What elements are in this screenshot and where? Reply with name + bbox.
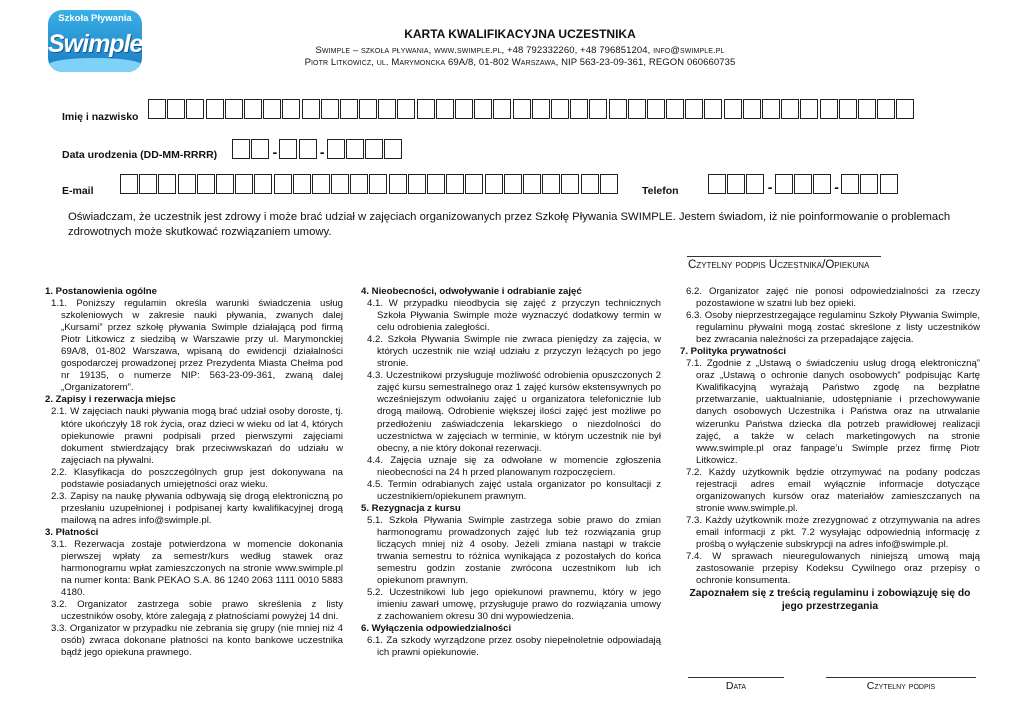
section-heading: 7. Polityka prywatności bbox=[680, 346, 787, 358]
char-box[interactable] bbox=[708, 174, 726, 194]
bottom-signature-caption: Czytelny podpis bbox=[866, 680, 936, 692]
logo-top-text: Szkoła Pływania bbox=[58, 13, 132, 24]
paragraph: 5.2. Uczestnikowi lub jego opiekunowi prawnemu, który w jego imieniu zawarł umowę, przysługuje prawo do rozwiązania umowy z zachowaniem okresu 30 dni wypowiedzenia. bbox=[367, 587, 661, 623]
header-contact-line: Swimple – szkoła pływania, www.swimple.pl, +48 792332260, +48 796851204, info@swimple.pl bbox=[315, 45, 725, 56]
char-box[interactable] bbox=[841, 174, 859, 194]
char-box[interactable] bbox=[820, 99, 838, 119]
char-box[interactable] bbox=[523, 174, 541, 194]
health-declaration: Oświadczam, że uczestnik jest zdrowy i może brać udział w zajęciach organizowanych przez Szkołę Pływania SWIMPLE. Jestem świadom, iż nie poinformowanie o problemach zdrowotnych może skutkować rozwiązaniem umowy. bbox=[68, 211, 951, 238]
char-box[interactable] bbox=[609, 99, 627, 119]
section-heading: 2. Zapisy i rezerwacja miejsc bbox=[45, 394, 176, 406]
paragraph: 7.4. W sprawach nieuregulowanych niniejszą umową mają zastosowanie przepisy Kodeksu Cywilnego oraz przepisy o ochronie konsumenta. bbox=[686, 551, 980, 587]
char-box[interactable] bbox=[647, 99, 665, 119]
char-box[interactable] bbox=[293, 174, 311, 194]
char-box[interactable] bbox=[628, 99, 646, 119]
paragraph: 4.3. Uczestnikowi przysługuje możliwość odrobienia opuszczonych 2 zajęć kursu semestralnego oraz 1 zajęć kursów ekstensywnych po wcześniejszym odwołaniu zajęć u organizatora telefonicznie lub drogą mailową. Odrobienie większej ilości zajęć jest możliwe po przedłożeniu zaświadczenia lekarskiego o niezdolności do uczestnictwa w zajęciach w terminie, w którym uczestnik nie był obecny, a nie który dokonał rezerwacji. bbox=[367, 370, 661, 454]
char-box[interactable] bbox=[455, 99, 473, 119]
char-box[interactable] bbox=[513, 99, 531, 119]
char-box[interactable] bbox=[417, 99, 435, 119]
paragraph: 7.3. Każdy użytkownik może zrezygnować z otrzymywania na adres email informacji z pkt. 7.2 wysyłając odpowiednią informację z prośbą o wyłączenie subskrypcji na adres info@swimple.pl. bbox=[686, 514, 980, 550]
char-box[interactable] bbox=[197, 174, 215, 194]
separator-dash: - bbox=[834, 179, 839, 195]
date-signature-line[interactable] bbox=[688, 677, 784, 678]
char-box[interactable] bbox=[427, 174, 445, 194]
paragraph: 6.3. Osoby nieprzestrzegające regulaminu Szkoły Pływania Swimple, regulaminu pływalni mogą zostać skreślone z listy uczestników bez zwracania należności za przepadające zajęcia. bbox=[686, 310, 980, 346]
dob-field[interactable] bbox=[232, 139, 404, 159]
section-heading: 5. Rezygnacja z kursu bbox=[361, 502, 461, 514]
paragraph: 4.4. Zajęcia uznaje się za odwołane w momencie zgłoszenia nieobecności na 24 h przed planowanym rozpoczęciem. bbox=[367, 454, 661, 478]
paragraph: 6.2. Organizator zajęć nie ponosi odpowiedzialności za rzeczy pozostawione w szatni lub bez opieki. bbox=[686, 286, 980, 310]
char-box[interactable] bbox=[896, 99, 914, 119]
dob-label: Data urodzenia (DD-MM-RRRR) bbox=[62, 149, 218, 161]
paragraph: 7.1. Zgodnie z „Ustawą o świadczeniu usług drogą elektroniczną” oraz „Ustawą o ochronie danych osobowych” podpisując Kartę Kwalifikacyjną wyrażają Państwo zgodę na bezpłatne przetwarzanie, uaktualnianie, udostępnianie i przechowywanie danych osobowych Uczestnika i Państwa oraz na utrwalanie wizerunku Państwa dziecka dla potrzeb prawidłowej realizacji zajęć, a także w celach marketingowych na stronie www.swimple.pl oraz fanpage’u Swimple przez firmę Piotr Litkowicz. bbox=[686, 358, 980, 466]
char-box[interactable] bbox=[746, 174, 764, 194]
signature-line[interactable] bbox=[687, 256, 881, 257]
section-heading: 3. Płatności bbox=[45, 526, 99, 538]
char-box[interactable] bbox=[408, 174, 426, 194]
char-box[interactable] bbox=[359, 99, 377, 119]
char-box[interactable] bbox=[369, 174, 387, 194]
char-box[interactable] bbox=[302, 99, 320, 119]
char-box[interactable] bbox=[465, 174, 483, 194]
section-heading: 6. Wyłączenia odpowiedzialności bbox=[361, 623, 512, 635]
char-box[interactable] bbox=[331, 174, 349, 194]
char-box[interactable] bbox=[561, 174, 579, 194]
char-box[interactable] bbox=[139, 174, 157, 194]
char-box[interactable] bbox=[312, 174, 330, 194]
bottom-signature-line[interactable] bbox=[826, 677, 976, 678]
char-box[interactable] bbox=[880, 174, 898, 194]
char-box[interactable] bbox=[282, 99, 300, 119]
char-box[interactable] bbox=[794, 174, 812, 194]
paragraph: 2.2. Klasyfikacja do poszczególnych grup jest dokonywana na podstawie posiadanych umiejętności oraz wieku. bbox=[51, 466, 343, 490]
char-box[interactable] bbox=[321, 99, 339, 119]
swimple-logo bbox=[48, 10, 142, 72]
char-box[interactable] bbox=[158, 174, 176, 194]
char-box[interactable] bbox=[474, 99, 492, 119]
separator-dash: - bbox=[767, 179, 773, 195]
paragraph: 5.1. Szkoła Pływania Swimple zastrzega sobie prawo do zmian harmonogramu prowadzonych zajęć lub też rozwiązania grup liczących mniej niż 4 osoby. Jeżeli zmiana nastąpi w trakcie trwania semestru to różnica wynikająca z pozostałych do końca semestru godzin zostanie zwrócona uczestnikom lub ich opiekunom prawnym. bbox=[367, 514, 661, 587]
paragraph: 7.2. Każdy użytkownik będzie otrzymywać na podany podczas rejestracji adres email wyłącznie informacje dotyczące organizowanych kursów oraz materiałów zamieszczanych na stronie www.swimple.pl. bbox=[686, 466, 980, 514]
char-box[interactable] bbox=[225, 99, 243, 119]
char-box[interactable] bbox=[589, 99, 607, 119]
char-box[interactable] bbox=[781, 99, 799, 119]
paragraph: 1.1. Poniższy regulamin określa warunki świadczenia usług szkoleniowych w zakresie nauki pływania, zwanych dalej „Kursami” przez szkołę pływania Swimple działającą pod firmą Piotr Litkowicz z siedzibą w Warszawie przy ul. Marymonckiej 69A/8, 01-802 Warszawa, wpisaną do ewidencji działalności gospodarczej prowadzonej przez Prezydenta Miasta Chełma pod nr 19135, o numerze NIP: 563-23-09-361, zwaną dalej „Organizatorem”. bbox=[51, 298, 343, 394]
char-box[interactable] bbox=[148, 99, 166, 119]
char-box[interactable] bbox=[775, 174, 793, 194]
paragraph: 4.2. Szkoła Pływania Swimple nie zwraca pieniędzy za zajęcia, w których uczestnik nie wziął udziału z przyczyn leżących po jego stronie. bbox=[367, 334, 661, 370]
char-box[interactable] bbox=[274, 174, 292, 194]
char-box[interactable] bbox=[762, 99, 780, 119]
char-box[interactable] bbox=[813, 174, 831, 194]
char-box[interactable] bbox=[365, 139, 383, 159]
char-box[interactable] bbox=[493, 99, 511, 119]
char-box[interactable] bbox=[120, 174, 138, 194]
char-box[interactable] bbox=[532, 99, 550, 119]
char-box[interactable] bbox=[244, 99, 262, 119]
char-box[interactable] bbox=[327, 139, 345, 159]
paragraph: 4.1. W przypadku nieodbycia się zajęć z przyczyn technicznych Szkoła Pływania Swimple może wyznaczyć dodatkowy termin w celu odrobienia zaległości. bbox=[367, 298, 661, 334]
char-box[interactable] bbox=[581, 174, 599, 194]
phone-field[interactable] bbox=[708, 174, 899, 194]
char-box[interactable] bbox=[397, 99, 415, 119]
paragraph: 6.1. Za szkody wyrządzone przez osoby niepełnoletnie odpowiadają ich prawni opiekunowie. bbox=[367, 635, 661, 659]
name-label: Imię i nazwisko bbox=[62, 111, 139, 123]
paragraph: 4.5. Termin odrabianych zajęć ustala organizator po konsultacji z uczestnikiem/opiekunem prawnym. bbox=[367, 478, 661, 502]
char-box[interactable] bbox=[570, 99, 588, 119]
header-address-line: Piotr Litkowicz, ul. Marymoncka 69A/8, 01-802 Warszawa, NIP 563-23-09-361, REGON 060660735 bbox=[304, 57, 736, 68]
char-box[interactable] bbox=[254, 174, 272, 194]
char-box[interactable] bbox=[389, 174, 407, 194]
char-box[interactable] bbox=[378, 99, 396, 119]
regulations-column-3 bbox=[680, 286, 980, 613]
char-box[interactable] bbox=[384, 139, 402, 159]
char-box[interactable] bbox=[235, 174, 253, 194]
acceptance-statement: Zapoznałem się z treścią regulaminu i zobowiązuję się do jego przestrzegania bbox=[689, 588, 971, 613]
char-box[interactable] bbox=[167, 99, 185, 119]
char-box[interactable] bbox=[279, 139, 297, 159]
regulations-column-2 bbox=[361, 286, 661, 659]
char-box[interactable] bbox=[186, 99, 204, 119]
char-box[interactable] bbox=[446, 174, 464, 194]
char-box[interactable] bbox=[436, 99, 454, 119]
char-box[interactable] bbox=[666, 99, 684, 119]
phone-label: Telefon bbox=[642, 185, 679, 197]
char-box[interactable] bbox=[232, 139, 250, 159]
char-box[interactable] bbox=[346, 139, 364, 159]
char-box[interactable] bbox=[504, 174, 522, 194]
char-box[interactable] bbox=[600, 174, 618, 194]
separator-dash: - bbox=[272, 144, 278, 160]
char-box[interactable] bbox=[724, 99, 742, 119]
logo-wordmark: Swimple bbox=[48, 30, 142, 58]
paragraph: 3.3. Organizator w przypadku nie zebrania się grupy (nie mniej niż 4 osób) zwraca dokonane płatności na konto bankowe uczestnika bądź jego opiekuna prawnego. bbox=[51, 623, 343, 659]
document-title: KARTA KWALIFIKACYJNA UCZESTNIKA bbox=[404, 27, 636, 41]
char-box[interactable] bbox=[858, 99, 876, 119]
char-box[interactable] bbox=[263, 99, 281, 119]
char-box[interactable] bbox=[251, 139, 269, 159]
separator-dash: - bbox=[319, 144, 325, 160]
char-box[interactable] bbox=[685, 99, 703, 119]
char-box[interactable] bbox=[178, 174, 196, 194]
char-box[interactable] bbox=[216, 174, 234, 194]
email-label: E-mail bbox=[62, 185, 94, 197]
char-box[interactable] bbox=[704, 99, 722, 119]
regulations-column-1 bbox=[45, 286, 343, 659]
signature-caption: Czytelny podpis Uczestnika/Opiekuna bbox=[688, 259, 870, 271]
paragraph: 3.2. Organizator zastrzega sobie prawo skreślenia z listy uczestników osoby, które zalegają z płatnościami powyżej 14 dni. bbox=[51, 599, 343, 623]
char-box[interactable] bbox=[340, 99, 358, 119]
section-heading: 1. Postanowienia ogólne bbox=[45, 286, 157, 297]
char-box[interactable] bbox=[877, 99, 895, 119]
section-heading: 4. Nieobecności, odwoływanie i odrabianie zajęć bbox=[361, 286, 582, 297]
name-field[interactable] bbox=[148, 99, 916, 119]
email-field[interactable] bbox=[120, 174, 619, 194]
char-box[interactable] bbox=[206, 99, 224, 119]
char-box[interactable] bbox=[299, 139, 317, 159]
paragraph: 2.3. Zapisy na naukę pływania odbywają się drogą elektroniczną po przesłaniu uzupełnionej i podpisanej karty kwalifikacyjnej drogą mailową na adres info@swimple.pl. bbox=[51, 490, 343, 526]
char-box[interactable] bbox=[485, 174, 503, 194]
char-box[interactable] bbox=[350, 174, 368, 194]
char-box[interactable] bbox=[860, 174, 878, 194]
logo-wave-graphic bbox=[48, 58, 142, 72]
char-box[interactable] bbox=[542, 174, 560, 194]
char-box[interactable] bbox=[839, 99, 857, 119]
date-caption: Data bbox=[725, 680, 747, 692]
char-box[interactable] bbox=[551, 99, 569, 119]
char-box[interactable] bbox=[800, 99, 818, 119]
char-box[interactable] bbox=[743, 99, 761, 119]
paragraph: 2.1. W zajęciach nauki pływania mogą brać udział osoby doroste, tj. które ukończyły 18 rok życia, oraz dzieci w wieku od lat 4, których opiekunowie prawni podpisali przed pierwszymi zajęciami dokument stwierdzający brak przeciwwskazań do udziału w zajęciach na pływalni. bbox=[51, 406, 343, 466]
char-box[interactable] bbox=[727, 174, 745, 194]
paragraph: 3.1. Rezerwacja zostaje potwierdzona w momencie dokonania pierwszej wpłaty za semestr/kurs według stawek oraz harmonogramu wpłat zamieszczonych na stronie www.swimple.pl na numer konta: Bank PEKAO S.A. 86 1240 2063 1111 0010 5883 4180. bbox=[51, 538, 343, 599]
